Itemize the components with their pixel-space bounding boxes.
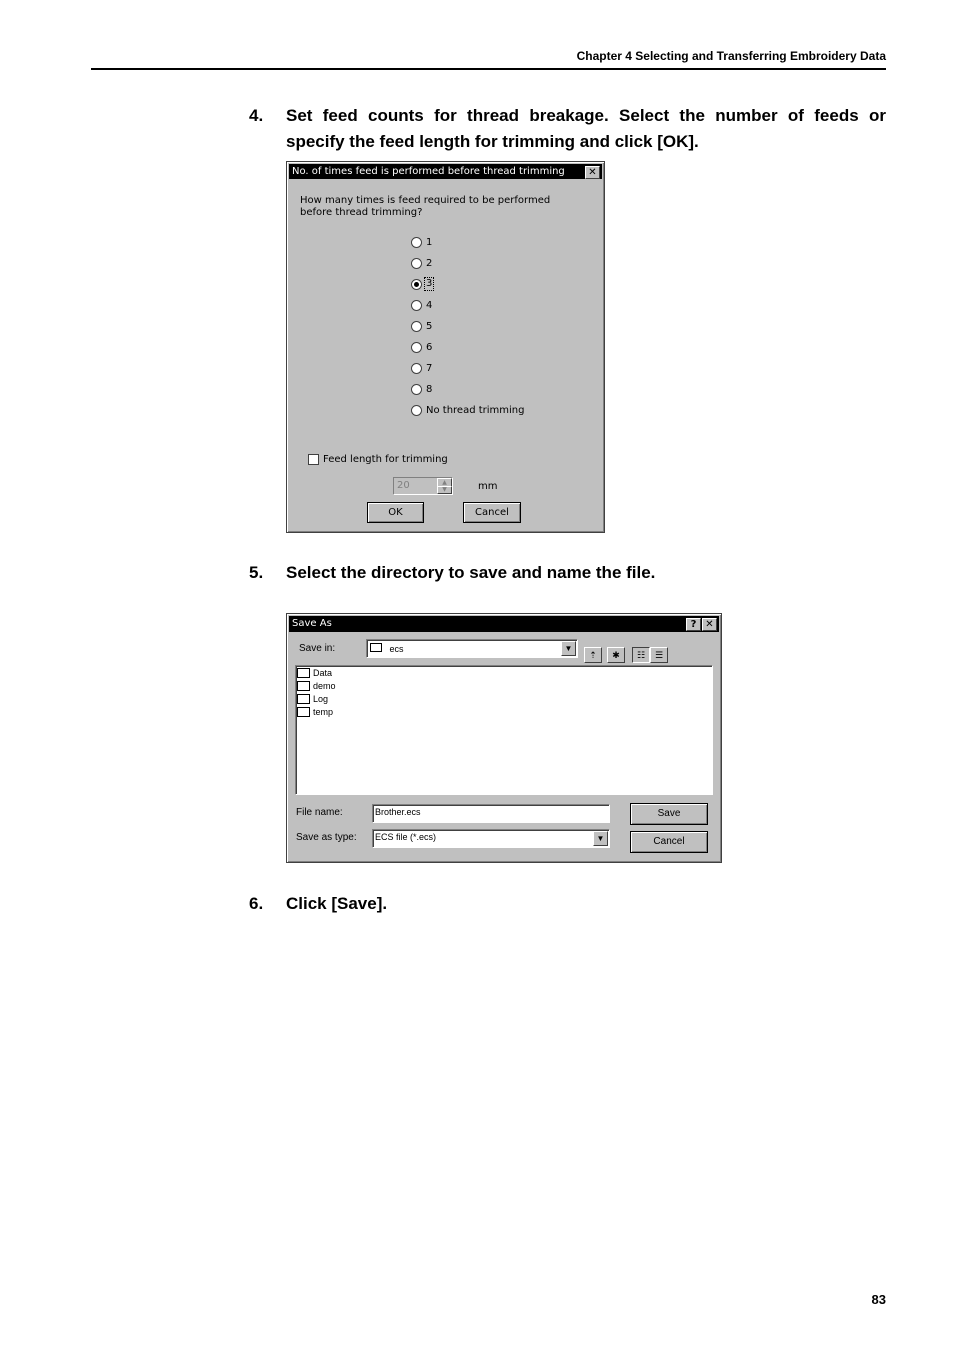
save-in-value: ecs xyxy=(389,644,404,654)
feed-length-label: Feed length for trimming xyxy=(323,454,448,465)
feed-length-checkbox[interactable] xyxy=(308,454,319,465)
chapter-header: Chapter 4 Selecting and Transferring Embroidery Data xyxy=(576,49,886,63)
new-folder-icon[interactable]: ✱ xyxy=(607,647,625,663)
dialog-titlebar[interactable] xyxy=(289,616,719,632)
radio-label-1: 1 xyxy=(426,237,433,248)
radio-label-no-trimming: No thread trimming xyxy=(426,405,525,416)
radio-label-2: 2 xyxy=(426,258,433,269)
ok-button[interactable]: OK xyxy=(367,502,424,523)
radio-label-6: 6 xyxy=(426,342,433,353)
cancel-button[interactable]: Cancel xyxy=(463,502,521,523)
radio-label-7: 7 xyxy=(426,363,433,374)
radio-option-no-trimming[interactable] xyxy=(411,405,422,416)
radio-option-6[interactable] xyxy=(411,342,422,353)
folder-open-icon xyxy=(370,643,382,652)
step-number: 6. xyxy=(249,894,264,913)
file-name-value: Brother.ecs xyxy=(375,807,421,817)
details-view-icon[interactable]: ☰ xyxy=(650,647,668,663)
feed-length-input[interactable] xyxy=(393,477,453,495)
up-folder-icon[interactable]: ⇡ xyxy=(584,647,602,663)
save-in-dropdown[interactable] xyxy=(366,639,578,658)
step-6 xyxy=(249,891,886,917)
list-item[interactable]: Log xyxy=(297,693,328,706)
dialog-title: No. of times feed is performed before thread trimming xyxy=(292,166,565,177)
list-view-icon[interactable]: ☷ xyxy=(632,647,650,663)
step-text: Click [Save]. xyxy=(286,894,388,913)
save-type-dropdown[interactable] xyxy=(372,829,610,848)
dialog-title: Save As xyxy=(292,618,332,629)
save-type-value: ECS file (*.ecs) xyxy=(375,832,437,842)
help-icon[interactable]: ? xyxy=(686,618,701,631)
radio-label-4: 4 xyxy=(426,300,433,311)
file-name-input[interactable] xyxy=(372,804,610,823)
radio-option-7[interactable] xyxy=(411,363,422,374)
step-text: Set feed counts for thread breakage. Select the number of feeds or specify the feed length for trimming and click [OK]. xyxy=(286,106,886,151)
chevron-down-icon[interactable]: ▼ xyxy=(593,831,608,846)
radio-label-3: 3 xyxy=(426,278,433,289)
feed-count-dialog xyxy=(286,161,605,533)
list-item[interactable]: temp xyxy=(297,706,333,719)
radio-option-1[interactable] xyxy=(411,237,422,248)
step-number: 5. xyxy=(249,563,264,582)
folder-icon xyxy=(297,668,310,678)
save-in-label: Save in: xyxy=(299,643,336,654)
folder-icon xyxy=(297,707,310,717)
close-icon[interactable]: ✕ xyxy=(585,166,600,179)
radio-option-8[interactable] xyxy=(411,384,422,395)
radio-option-2[interactable] xyxy=(411,258,422,269)
radio-option-5[interactable] xyxy=(411,321,422,332)
radio-label-8: 8 xyxy=(426,384,433,395)
spin-up-icon[interactable]: ▲ xyxy=(437,478,452,487)
save-type-label: Save as type: xyxy=(296,832,357,843)
cancel-button[interactable]: Cancel xyxy=(630,831,708,853)
radio-option-3[interactable] xyxy=(411,279,422,290)
dialog-titlebar[interactable] xyxy=(289,164,602,179)
feed-question: How many times is feed required to be performed before thread trimming? xyxy=(300,195,551,218)
close-icon[interactable]: ✕ xyxy=(702,618,717,631)
chevron-down-icon[interactable]: ▼ xyxy=(561,641,576,656)
folder-icon xyxy=(297,681,310,691)
radio-label-5: 5 xyxy=(426,321,433,332)
step-5 xyxy=(249,560,886,586)
step-text: Select the directory to save and name the file. xyxy=(286,563,656,582)
header-rule xyxy=(91,68,886,70)
spin-down-icon[interactable]: ▼ xyxy=(437,486,452,494)
step-number: 4. xyxy=(249,106,264,125)
list-item[interactable]: Data xyxy=(297,667,332,680)
file-name-label: File name: xyxy=(296,807,343,818)
file-list[interactable] xyxy=(295,665,713,795)
feed-length-value: 20 xyxy=(397,480,410,491)
save-button[interactable]: Save xyxy=(630,803,708,825)
list-item[interactable]: demo xyxy=(297,680,336,693)
step-4 xyxy=(249,103,886,155)
page-number: 83 xyxy=(871,1292,886,1307)
folder-icon xyxy=(297,694,310,704)
unit-label: mm xyxy=(478,481,498,492)
radio-option-4[interactable] xyxy=(411,300,422,311)
